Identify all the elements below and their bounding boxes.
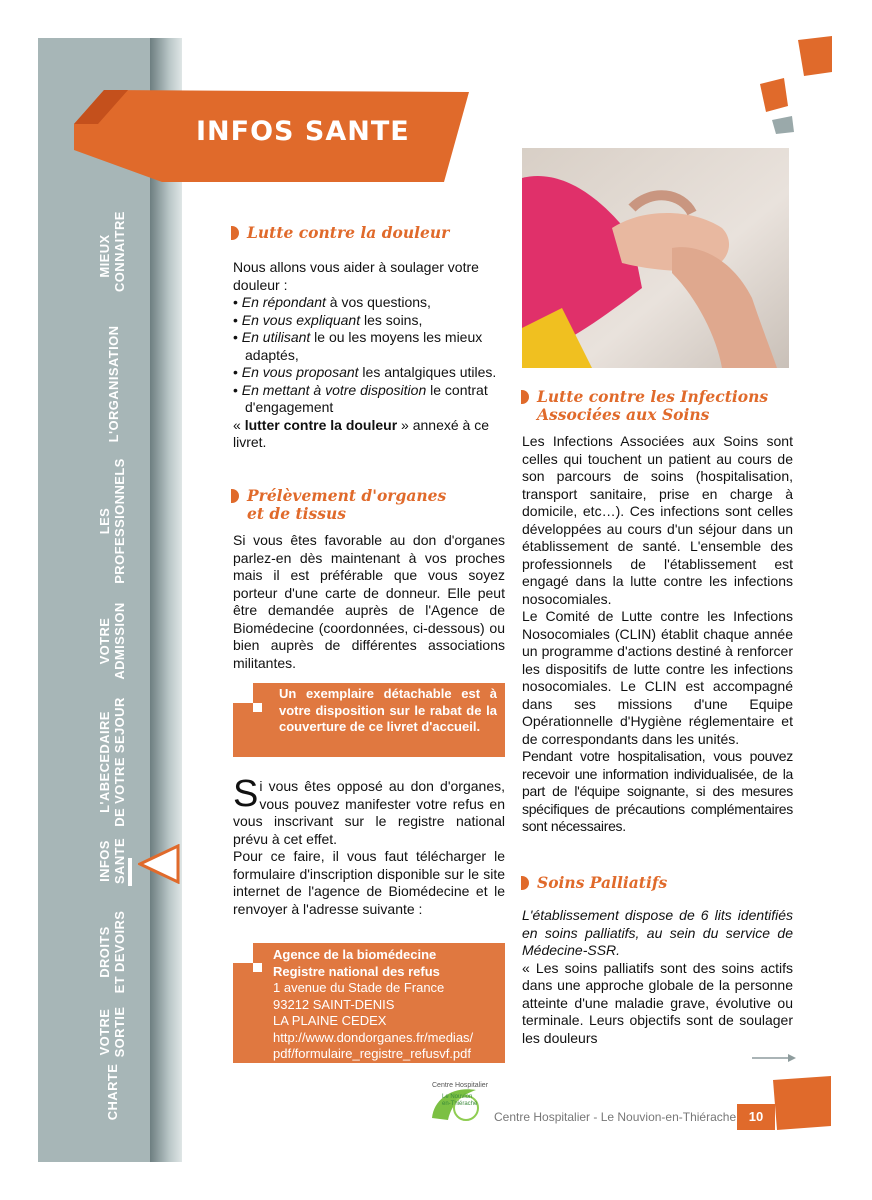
section-heading-douleur: Lutte contre la douleur: [247, 224, 449, 242]
sidebar-tab-admission[interactable]: VOTRE ADMISSION: [97, 602, 127, 680]
address-box: Agence de la biomédecine Registre national des refus 1 avenue du Stade de France 93212 SAINT-DENIS LA PLAINE CEDEX http://www.dondorganes.fr/medias/ pdf/formulaire_registre_refusvf.pdf: [233, 943, 505, 1063]
sidebar-tab-professionnels[interactable]: LES PROFESSIONNELS: [97, 458, 127, 584]
section-heading-palliatifs: Soins Palliatifs: [537, 874, 667, 892]
sidebar-tab-droits-devoirs[interactable]: DROITS ET DEVOIRS: [97, 910, 127, 994]
sidebar: [38, 38, 154, 1162]
page-number: 10: [737, 1104, 775, 1130]
hands-photo: [522, 148, 789, 368]
douleur-text: Nous allons vous aider à soulager votre douleur : • En répondant à vos questions, • En vous expliquant les soins, • En utilisant le ou les moyens les mieux adaptés, • En vous proposant les antalgiques utiles. • En mettant à votre disposition le contrat d'engagement « lutter contre la douleur » annexé à ce livret.: [233, 259, 505, 452]
sidebar-tab-abecedaire[interactable]: L'ABECEDAIRE DE VOTRE SEJOUR: [97, 697, 127, 827]
address-url-line1[interactable]: http://www.dondorganes.fr/medias/: [273, 1029, 474, 1045]
sidebar-edge: [150, 38, 182, 1162]
footer-text: Centre Hospitalier - Le Nouvion-en-Thiérache: [494, 1110, 737, 1124]
decorative-squares: [752, 36, 834, 136]
section-heading-infections: Lutte contre les Infections Associées aux Soins: [537, 388, 768, 424]
active-tab-marker: [128, 858, 132, 886]
organes-paragraph: Si vous êtes favorable au don d'organes parlez-en dès maintenant à vos proches mais il est préférable que vous soyez porteur d'une carte de donneur. Elle peut être demandée auprès de l'Agence de Biomédecine (coordonnées, ci-dessous) ou bien auprès de différentes associations militantes.: [233, 532, 505, 671]
palliatifs-text: L'établissement dispose de 6 lits identifiés en soins palliatifs, au sein du service de Médecine-SSR. « Les soins palliatifs sont des soins actifs dans une approche globale de la personne atteinte d'une maladie grave, évolutive ou terminale. Leurs objectifs sont de soulager les douleurs: [522, 907, 793, 1046]
list-item: • En répondant à vos questions,: [233, 294, 431, 310]
sidebar-tab-mieux-connaitre[interactable]: MIEUX CONNAITRE: [97, 211, 127, 292]
info-box-exemplaire: Un exemplaire détachable est à votre disposition sur le rabat de la couverture de ce livret d'accueil.: [233, 683, 505, 757]
list-item: • En vous proposant les antalgiques utiles.: [233, 364, 497, 380]
sidebar-tab-organisation[interactable]: L'ORGANISATION: [106, 325, 121, 443]
list-item: • En mettant à votre disposition le contrat d'engagement: [233, 381, 488, 415]
sidebar-tab-charte[interactable]: CHARTE: [105, 1063, 120, 1121]
section-heading-organes: Prélèvement d'organes et de tissus: [247, 487, 446, 523]
list-item: • En vous expliquant les soins,: [233, 311, 423, 328]
address-url-line2[interactable]: pdf/formulaire_registre_refusvf.pdf: [273, 1046, 471, 1061]
infections-text: Les Infections Associées aux Soins sont celles qui touchent un patient au cours de son parcours de soins (hospitalisation, transport sanitaire, prise en charge à domicile, etc…). Ces infections sont celles développées au cours d'un séjour dans un établissement de santé. L'ensemble des professionnels de l'établissement est engagé dans la lutte contre les infections nosocomiales. Le Comité de Lutte contre les Infections Nosocomiales (CLIN) établit chaque année un programme d'actions destiné à renforcer les dispositifs de lutte contre les infections nosocomiales. Le CLIN est accompagné dans ses missions d'une Equipe Opérationnelle d'Hygiène réglementaire et de correspondants dans les unités. Pendant votre hospitalisation, vous pouvez recevoir une information individualisée, de la part de l'équipe soignante, si des mesures spécifiques de précautions complémentaires sont nécessaires.: [522, 433, 793, 834]
continue-arrow-icon: [752, 1052, 796, 1064]
organes-refus-text: Si vous êtes opposé au don d'organes, vous pouvez manifester votre refus en vous inscrivant sur le registre national prévu à cet effet. Pour ce faire, il vous faut télécharger le formulaire d'inscription disponible sur le site internet de l'agence de Biomédecine et le renvoyer à l'adresse suivante :: [233, 773, 505, 917]
page-title: INFOS SANTE: [196, 116, 410, 147]
sidebar-tab-infos-sante[interactable]: INFOS SANTE: [97, 837, 127, 885]
sidebar-tab-sortie[interactable]: VOTRE SORTIE: [97, 1006, 127, 1058]
list-item: • En utilisant le ou les moyens les mieux adaptés,: [233, 329, 483, 363]
active-tab-arrow-icon: [138, 844, 182, 884]
hospital-logo: Centre Hospitalier Le Nouvion en-Thiérache: [424, 1078, 486, 1128]
